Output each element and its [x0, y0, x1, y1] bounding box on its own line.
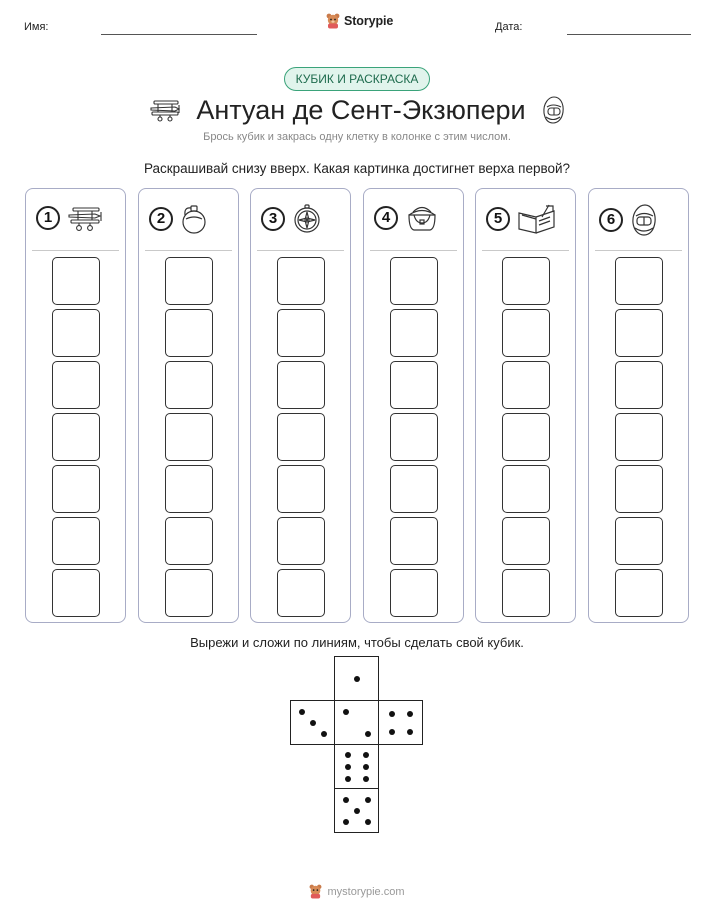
color-cell[interactable] — [277, 569, 325, 617]
die-pip — [299, 709, 305, 715]
die-pip — [345, 764, 351, 770]
pilot-helmet-icon — [629, 203, 659, 237]
color-cell[interactable] — [52, 309, 100, 357]
die-pip — [407, 729, 413, 735]
die-pip — [407, 711, 413, 717]
color-cell[interactable] — [502, 413, 550, 461]
color-cell[interactable] — [502, 569, 550, 617]
bear-mascot-icon — [326, 13, 340, 29]
color-cell[interactable] — [277, 309, 325, 357]
pilot-helmet-icon — [540, 95, 566, 125]
die-pip — [354, 676, 360, 682]
color-cell[interactable] — [277, 465, 325, 513]
column-3 — [250, 188, 351, 623]
coloring-instruction: Раскрашивай снизу вверх. Какая картинка достигнет верха первой? — [143, 161, 571, 176]
die-pip — [389, 729, 395, 735]
color-cell[interactable] — [165, 413, 213, 461]
notebook-icon — [516, 203, 558, 235]
column-divider — [595, 250, 682, 251]
die-pip — [321, 731, 327, 737]
color-cell[interactable] — [615, 569, 663, 617]
color-cell[interactable] — [165, 569, 213, 617]
column-header — [36, 203, 104, 233]
die-pip — [365, 797, 371, 803]
page-title: Антуан де Сент-Экзюпери — [196, 94, 526, 125]
die-pip — [343, 819, 349, 825]
cut-instruction: Вырежи и сложи по линиям, чтобы сделать свой кубик. — [190, 635, 524, 650]
color-cell[interactable] — [390, 257, 438, 305]
activity-badge: КУБИК И РАСКРАСКА — [284, 67, 430, 91]
die-pip — [363, 764, 369, 770]
color-cell[interactable] — [52, 361, 100, 409]
die-pip — [365, 819, 371, 825]
die-pip — [343, 709, 349, 715]
die-pip — [389, 711, 395, 717]
name-line[interactable] — [101, 34, 257, 35]
die-pip — [345, 752, 351, 758]
color-cell[interactable] — [502, 257, 550, 305]
bear-mascot-icon — [309, 884, 322, 899]
color-cell[interactable] — [502, 361, 550, 409]
column-6 — [588, 188, 689, 623]
subtitle: Брось кубик и закрась одну клетку в колонке с этим числом. — [203, 131, 511, 143]
color-cell[interactable] — [52, 257, 100, 305]
footer — [0, 884, 714, 899]
color-cell[interactable] — [165, 257, 213, 305]
color-cell[interactable] — [52, 413, 100, 461]
color-cell[interactable] — [277, 413, 325, 461]
die-pip — [343, 797, 349, 803]
column-header — [261, 203, 323, 235]
column-divider — [32, 250, 119, 251]
color-cell[interactable] — [615, 413, 663, 461]
color-cell[interactable] — [615, 361, 663, 409]
die-pip — [310, 720, 316, 726]
biplane-icon — [148, 97, 182, 123]
column-number: 1 — [36, 206, 60, 230]
color-cell[interactable] — [52, 465, 100, 513]
column-1 — [25, 188, 126, 623]
biplane-icon — [66, 203, 104, 233]
column-number: 4 — [374, 206, 398, 230]
title-row — [0, 92, 714, 128]
color-cell[interactable] — [615, 309, 663, 357]
die-pip — [365, 731, 371, 737]
color-cell[interactable] — [165, 465, 213, 513]
color-cell[interactable] — [502, 517, 550, 565]
color-cell[interactable] — [615, 465, 663, 513]
die-pip — [363, 752, 369, 758]
color-cell[interactable] — [615, 257, 663, 305]
color-cell[interactable] — [165, 309, 213, 357]
color-cell[interactable] — [502, 309, 550, 357]
color-cell[interactable] — [390, 517, 438, 565]
column-divider — [370, 250, 457, 251]
color-cell[interactable] — [390, 465, 438, 513]
column-header — [149, 203, 209, 235]
name-label: Имя: — [24, 21, 49, 33]
column-number: 3 — [261, 207, 285, 231]
date-label: Дата: — [495, 21, 523, 33]
color-cell[interactable] — [52, 517, 100, 565]
date-line[interactable] — [567, 34, 691, 35]
color-cell[interactable] — [52, 569, 100, 617]
color-cell[interactable] — [390, 413, 438, 461]
die-face-3 — [290, 700, 335, 745]
column-2 — [138, 188, 239, 623]
die-face-4 — [378, 700, 423, 745]
satchel-icon — [404, 203, 440, 233]
color-cell[interactable] — [390, 569, 438, 617]
canteen-icon — [179, 203, 209, 235]
column-4 — [363, 188, 464, 623]
color-cell[interactable] — [277, 257, 325, 305]
die-face-1 — [334, 656, 379, 701]
die-face-5 — [334, 788, 379, 833]
die-face-2 — [334, 700, 379, 745]
column-number: 5 — [486, 207, 510, 231]
column-divider — [257, 250, 344, 251]
column-number: 6 — [599, 208, 623, 232]
column-divider — [145, 250, 232, 251]
column-header — [599, 203, 659, 237]
color-cell[interactable] — [390, 361, 438, 409]
color-cell[interactable] — [165, 517, 213, 565]
brand-logo — [326, 13, 393, 29]
die-pip — [345, 776, 351, 782]
footer-website[interactable]: mystorypie.com — [327, 885, 405, 898]
color-cell[interactable] — [165, 361, 213, 409]
die-pip — [354, 808, 360, 814]
color-cell[interactable] — [277, 361, 325, 409]
column-header — [486, 203, 558, 235]
brand-name: Storypie — [344, 14, 394, 28]
die-pip — [363, 776, 369, 782]
color-cell[interactable] — [390, 309, 438, 357]
color-cell[interactable] — [615, 517, 663, 565]
die-face-6 — [334, 744, 379, 789]
color-cell[interactable] — [277, 517, 325, 565]
column-number: 2 — [149, 207, 173, 231]
compass-icon — [291, 203, 323, 235]
column-divider — [482, 250, 569, 251]
column-header — [374, 203, 440, 233]
color-cell[interactable] — [502, 465, 550, 513]
column-5 — [475, 188, 576, 623]
